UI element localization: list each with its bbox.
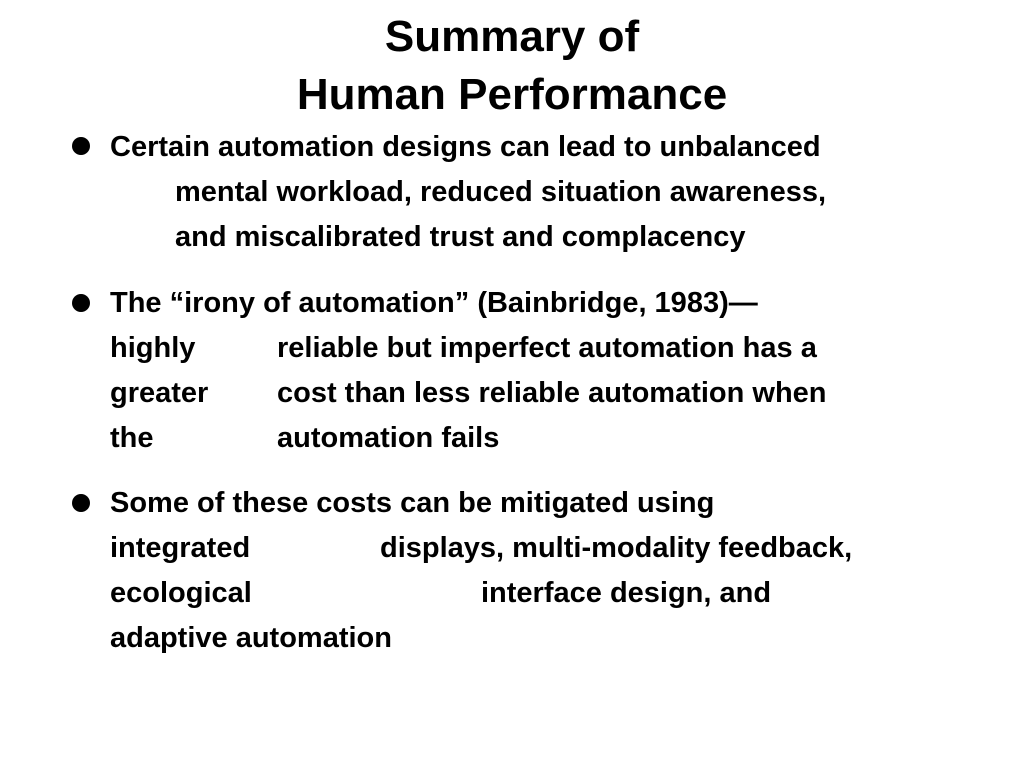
bullet-2-line-4a: the <box>110 422 154 454</box>
bullet-dot-icon <box>72 294 90 312</box>
title-line-1: Summary of <box>384 12 640 61</box>
bullet-dot-icon <box>72 494 90 512</box>
bullet-3-line-2a: integrated <box>110 532 251 564</box>
bullet-3-line-4: adaptive automation <box>110 622 392 654</box>
bullet-dot-icon <box>72 137 90 155</box>
bullet-3-line-2b: displays, multi-modality feedback, <box>380 532 853 564</box>
bullet-2-line-2a: highly <box>110 332 196 364</box>
bullet-1-line-3: and miscalibrated trust and complacency <box>175 221 746 253</box>
bullet-3-line-1: Some of these costs can be mitigated using <box>110 487 715 519</box>
bullet-2-line-3a: greater <box>110 377 209 409</box>
bullet-1-line-1: Certain automation designs can lead to unbalanced <box>110 131 821 163</box>
slide-title <box>0 8 1024 124</box>
bullet-2-line-3b: cost than less reliable automation when <box>277 377 827 409</box>
bullet-3-line-3a: ecological <box>110 577 252 609</box>
title-line-2: Human Performance <box>296 70 728 119</box>
bullet-2-line-2b: reliable but imperfect automation has a <box>277 332 817 364</box>
bullet-3-line-3b: interface design, and <box>481 577 772 609</box>
bullet-2-line-1: The “irony of automation” (Bainbridge, 1983)— <box>110 287 758 319</box>
bullet-2-line-4b: automation fails <box>277 422 500 454</box>
bullet-1-line-2: mental workload, reduced situation awareness, <box>175 176 827 208</box>
